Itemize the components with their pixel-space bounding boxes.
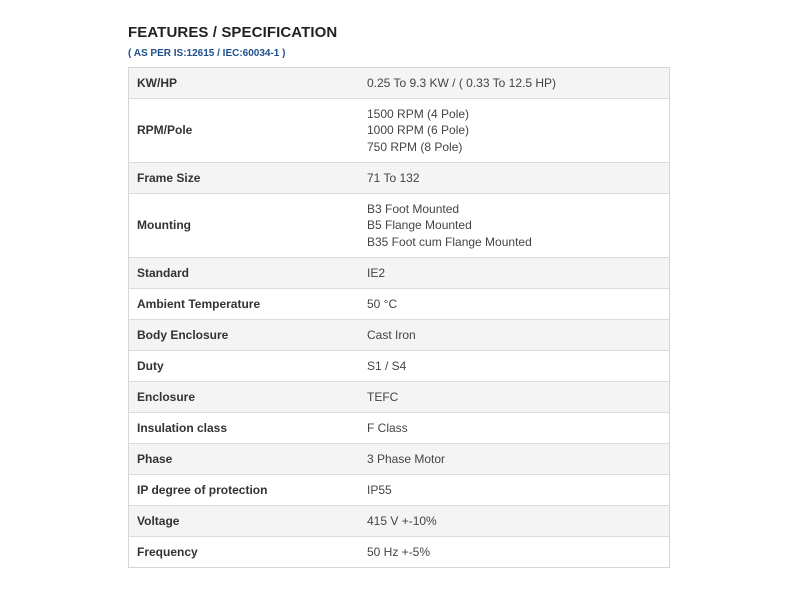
spec-label: RPM/Pole xyxy=(129,99,360,163)
spec-table xyxy=(128,67,670,568)
section-title: FEATURES / SPECIFICATION xyxy=(128,24,338,41)
spec-label: Insulation class xyxy=(129,413,360,444)
spec-row xyxy=(129,537,670,568)
spec-value xyxy=(359,194,670,258)
spec-value xyxy=(359,475,670,506)
spec-value-line: B35 Foot cum Flange Mounted xyxy=(367,234,532,249)
spec-label: Body Enclosure xyxy=(129,320,360,351)
spec-row xyxy=(129,320,670,351)
spec-label: Duty xyxy=(129,351,360,382)
spec-value xyxy=(359,382,670,413)
spec-row xyxy=(129,194,670,258)
spec-value-line: 50 °C xyxy=(367,296,398,311)
spec-label: KW/HP xyxy=(129,68,360,99)
spec-value xyxy=(359,289,670,320)
spec-row xyxy=(129,289,670,320)
spec-value-line: S1 / S4 xyxy=(367,358,407,373)
spec-value xyxy=(359,99,670,163)
spec-value xyxy=(359,68,670,99)
standard-reference: ( AS PER IS:12615 / IEC:60034-1 ) xyxy=(128,48,286,59)
spec-value xyxy=(359,163,670,194)
spec-value xyxy=(359,258,670,289)
spec-value-line: 1000 RPM (6 Pole) xyxy=(367,123,470,138)
spec-row xyxy=(129,99,670,163)
spec-value-line: 3 Phase Motor xyxy=(367,451,446,466)
spec-value xyxy=(359,444,670,475)
spec-value xyxy=(359,320,670,351)
spec-section xyxy=(128,22,670,568)
spec-value-line: 415 V +-10% xyxy=(367,513,437,528)
spec-row xyxy=(129,382,670,413)
spec-row xyxy=(129,258,670,289)
spec-value-line: 71 To 132 xyxy=(367,170,420,185)
spec-row xyxy=(129,68,670,99)
spec-value-line: 0.25 To 9.3 KW / ( 0.33 To 12.5 HP) xyxy=(367,75,556,90)
spec-value-line: IP55 xyxy=(367,482,392,497)
spec-value xyxy=(359,537,670,568)
spec-label: Phase xyxy=(129,444,360,475)
spec-label: Ambient Temperature xyxy=(129,289,360,320)
spec-label: Enclosure xyxy=(129,382,360,413)
spec-label: Frame Size xyxy=(129,163,360,194)
spec-label: Voltage xyxy=(129,506,360,537)
spec-row xyxy=(129,475,670,506)
spec-value xyxy=(359,506,670,537)
spec-row xyxy=(129,413,670,444)
spec-row xyxy=(129,444,670,475)
spec-label: IP degree of protection xyxy=(129,475,360,506)
spec-value-line: B3 Foot Mounted xyxy=(367,201,460,216)
spec-row xyxy=(129,163,670,194)
spec-row xyxy=(129,506,670,537)
spec-value-line: B5 Flange Mounted xyxy=(367,218,472,233)
spec-label: Standard xyxy=(129,258,360,289)
spec-value-line: F Class xyxy=(367,420,408,435)
spec-value xyxy=(359,413,670,444)
spec-row xyxy=(129,351,670,382)
spec-value-line: 750 RPM (8 Pole) xyxy=(367,139,463,154)
spec-value-line: Cast Iron xyxy=(367,327,416,342)
spec-value-line: 1500 RPM (4 Pole) xyxy=(367,106,470,121)
spec-value xyxy=(359,351,670,382)
spec-value-line: IE2 xyxy=(367,265,386,280)
spec-label: Frequency xyxy=(129,537,360,568)
spec-value-line: TEFC xyxy=(367,389,399,404)
spec-value-line: 50 Hz +-5% xyxy=(367,544,431,559)
spec-table-body xyxy=(129,68,670,568)
spec-label: Mounting xyxy=(129,194,360,258)
